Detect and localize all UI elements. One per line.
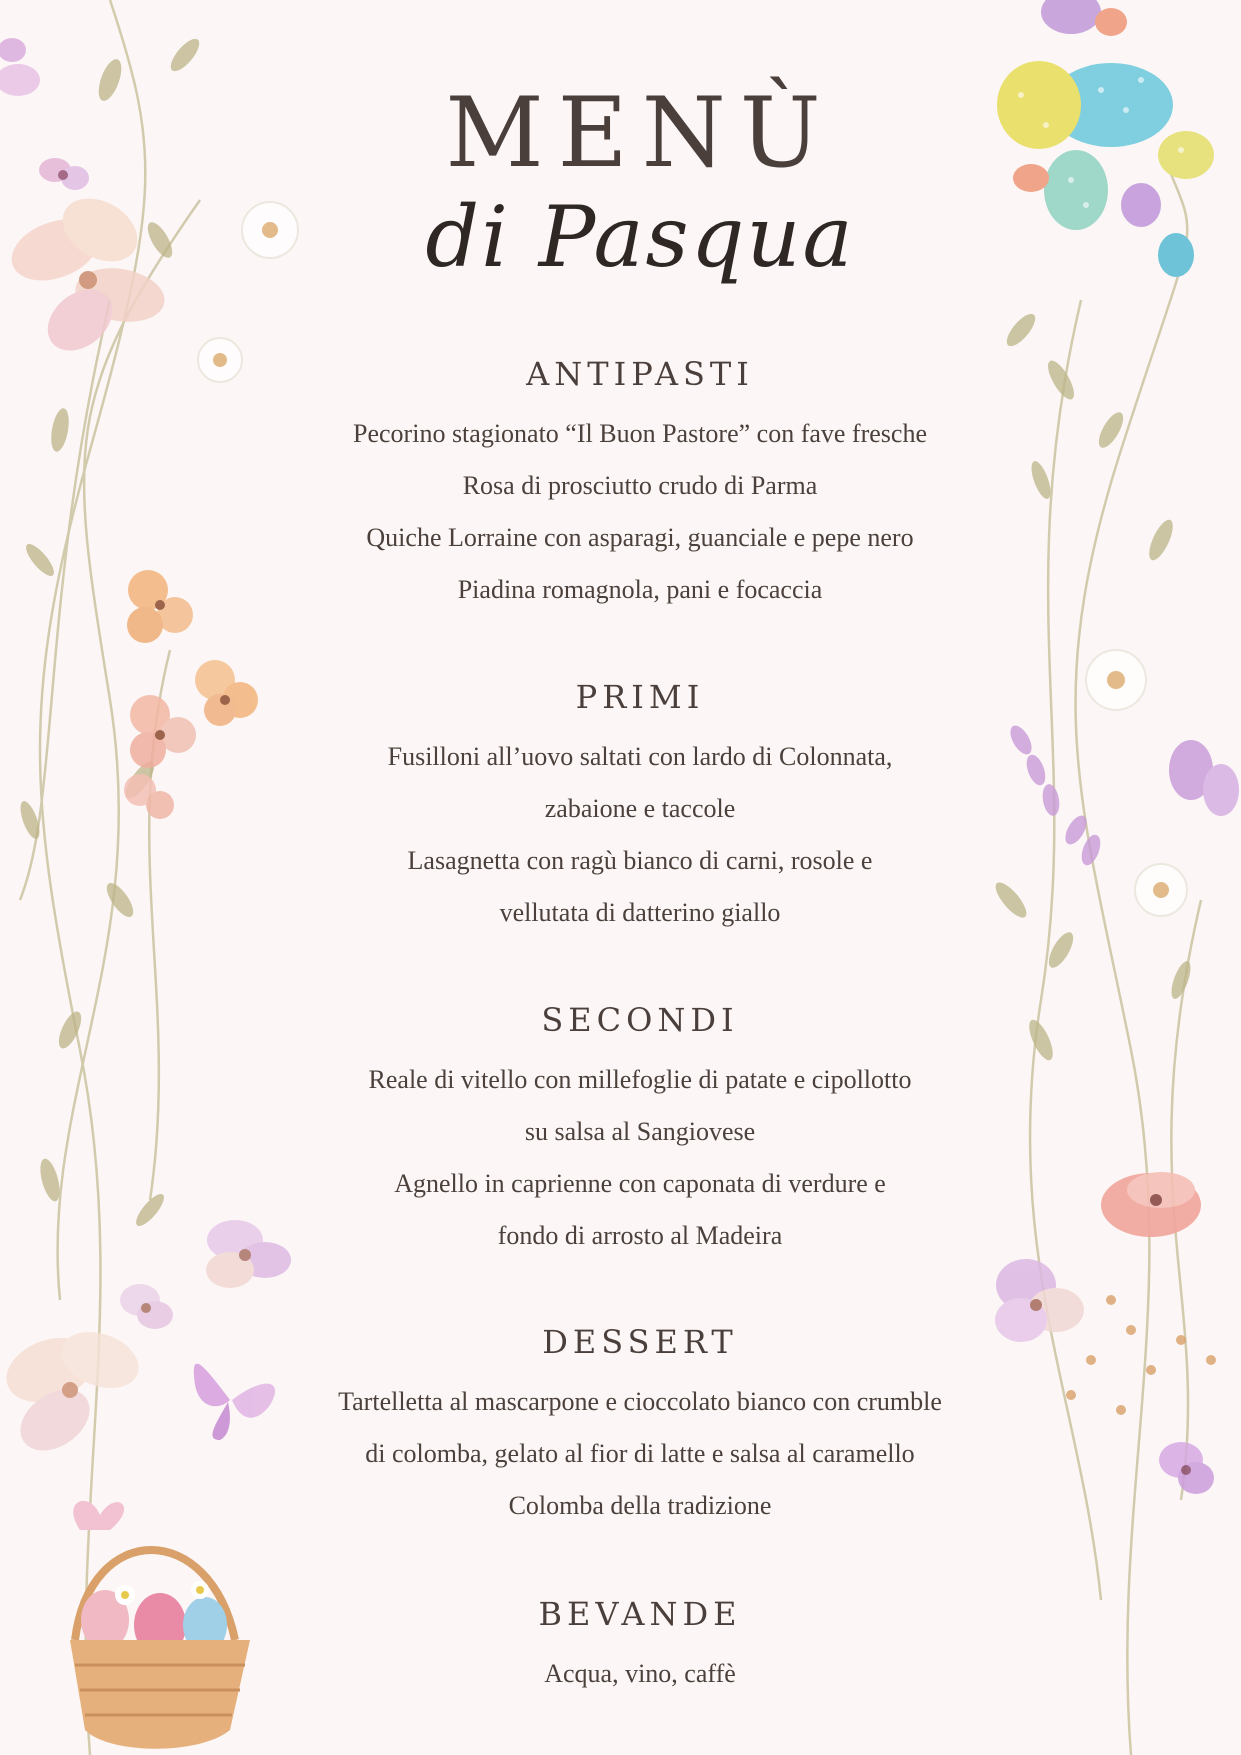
section-heading: ANTIPASTI (526, 355, 754, 393)
watercolor-flowers-right-illustration (981, 0, 1241, 1755)
menu-item: Colomba della tradizione (508, 1491, 772, 1520)
menu-item: vellutata di datterino giallo (499, 898, 781, 927)
section-heading: PRIMI (575, 678, 705, 716)
menu-item: Fusilloni all’uovo saltati con lardo di Colonnata, (387, 742, 893, 771)
section-heading: BEVANDE (538, 1595, 742, 1633)
menu-item: Quiche Lorraine con asparagi, guanciale e pepe nero (366, 523, 914, 552)
section-dessert (260, 1323, 1020, 1532)
menu-item: su salsa al Sangiovese (524, 1117, 756, 1146)
section-heading: SECONDI (541, 1001, 739, 1039)
menu-item: Acqua, vino, caffè (544, 1659, 736, 1688)
menu-subtitle: di Pasqua (425, 188, 855, 286)
menu-item: fondo di arrosto al Madeira (497, 1221, 783, 1250)
section-heading: DESSERT (542, 1323, 738, 1361)
menu-item: Pecorino stagionato “Il Buon Pastore” con fave fresche (353, 419, 927, 448)
menu-item: Rosa di prosciutto crudo di Parma (462, 471, 818, 500)
menu-item: di colomba, gelato al fior di latte e salsa al caramello (365, 1439, 915, 1468)
easter-basket-icon (70, 1501, 250, 1749)
section-secondi (260, 1001, 1020, 1262)
menu-item: Tartelletta al mascarpone e cioccolato bianco con crumble (338, 1387, 942, 1416)
section-antipasti (260, 355, 1020, 616)
section-bevande (260, 1595, 1020, 1700)
menu-item: zabaione e taccole (544, 794, 736, 823)
section-primi (260, 678, 1020, 939)
menu-item: Lasagnetta con ragù bianco di carni, rosole e (407, 846, 873, 875)
easter-eggs-icon (997, 0, 1214, 277)
menu-item: Agnello in caprienne con caponata di verdure e (394, 1169, 886, 1198)
menu-title: MENÙ (445, 77, 835, 189)
watercolor-flowers-left-illustration (0, 0, 300, 1755)
menu-item: Reale di vitello con millefoglie di patate e cipollotto (368, 1065, 912, 1094)
menu-item: Piadina romagnola, pani e focaccia (457, 575, 823, 604)
